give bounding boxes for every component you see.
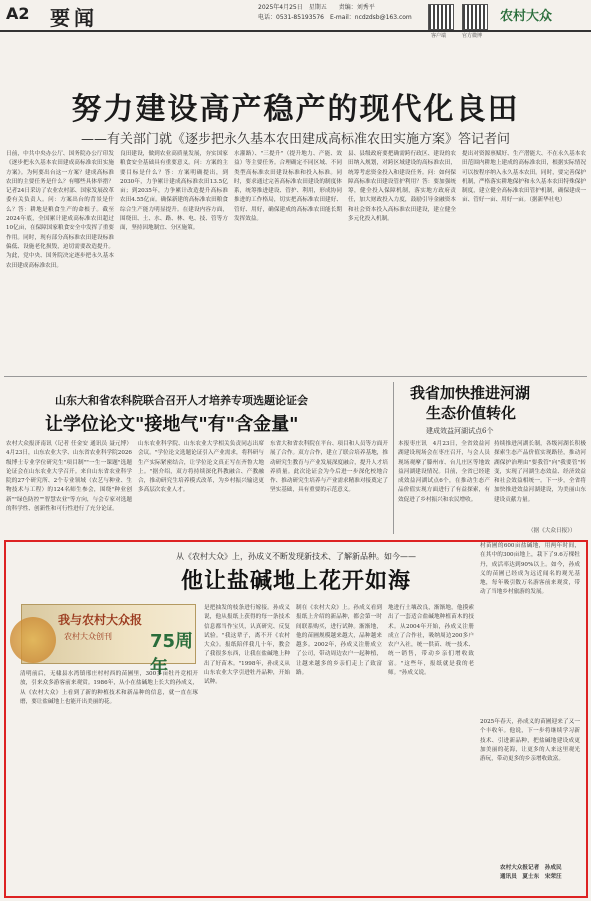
story2-column-2: 山东农业科学院、山东农业大学相关负责同志出席会议。"学位论文选题论证引入产业需求，将科研与生产实际紧密结合，让学位论文真正写在齐鲁大地上。"据介绍，双方将持续深化科教融合、产教融合，推动研究生培养模式改革，为乡村振兴输送更多高层次农业人才。 [138,441,264,494]
page-meta [258,3,412,23]
story2-headline: 让学位论文"接地气"有"含金量" [45,414,299,435]
feature-column-5: 村苗圃的600亩盐碱地，用两年时间，在其中的300亩地上，栽下了9.6万棵牡丹，成活率达到90%以上。如今，孙成义的苗圃已经成为远近闻名的观光基地，每年吸引数万名游客前来观赏，带动了当地乡村旅游的发展。 [480,543,580,596]
feature-kicker: 从《农村大众》上，孙成义不断发现新技术、了解新品种。如今—— [176,552,416,561]
banner-years: 75周年 [150,631,194,678]
banner-text: 我与农村大众报 [58,613,143,627]
lead-column-1: 日前，中共中央办公厅、国务院办公厅印发《逐步把永久基本农田建成高标准农田实施方案》。为何要出台这一方案？建成高标准农田的主要任务是什么？有哪些具体举措？记者24日采访了农业农村部、国家发展改革委有关负责人。问：方案出台的背景是什么？答：耕地是粮食生产的命根子。截至2024年底，全国累计建成高标准农田超过10亿亩，在保障国家粮食安全中发挥了重要作用。同时，现有部分高标准农田建设标准偏低、设施老化损毁，迫切需要改造提升。为此，党中央、国务院决定逐步把永久基本农田建成高标准农田。 [6,151,114,269]
story3-column-2: 持续推进河湖长制，各级河湖长积极探索生态产品价值实现路径，推动河湖保护治理由"要我管"向"我要管"转变，实现了河湖生态效益、经济效益和社会效益相统一。下一步，全省将加快推进效益河湖建设，为美丽山东建设贡献力量。 [494,441,586,503]
lead-column-2: 良田建设，做到农业高质量发展，夯实国家粮食安全基础具有重要意义。问：方案的主要目标是什么？答：方案明确提出，到2030年，力争累计建成高标准农田13.5亿亩；到2035年，力争累计改造提升高标准农田4.55亿亩。确保新建的高标准农田粮食综合生产能力明显提升。在建设内容方面，围绕田、土、水、路、林、电、技、管等方面，坚持因地制宜、分区施策。 [120,151,228,232]
lead-column-3: 水灌路）、"三提升"（提升地力、产能、效益）等主要任务。合理确定不同区域、不同类型高标准农田建设标准和投入标准。同时，要求通过完善高标准农田建设的制度体系，统筹推进建设、管护、利用，形成协同推进的工作格局，切实把高标准农田建好、管好、用好，确保建成的高标准农田能长期发挥效益。 [234,151,342,223]
lead-subheadline: ——有关部门就《逐步把永久基本农田建成高标准农田实施方案》答记者问 [80,132,510,147]
anniversary-banner [21,604,196,678]
story3-headline-line2: 生态价值转化 [426,404,517,422]
meta-date-editor: 2025年4月25日 星期五 责编：刘秀平 [258,4,375,11]
page-number: A2 [6,4,30,23]
qr-code-icon [462,4,488,30]
feature-byline: 农村大众报记者 孙成民 通讯员 夏士东 宋荣汪 [500,865,562,880]
story2-column-3: 东省大和省农科院在平台、项目和人员等方面开展了合作。双方合作，建立了联合培养基地，推动研究生教育与产业发展深度融合，提升人才培养质量。此次论证会为今后进一步深化校地合作、推动研究生培养与产业需求精准对接奠定了坚实基础，具有重要的示范意义。 [270,441,388,494]
paper-logo: 农村大众 [500,9,553,24]
lead-column-5: 提出对资源禀赋好、生产潜能大、不在永久基本农田范围内耕地上建成的高标准农田，根据实际情况可以按程序纳入永久基本农田。同时，要完善保护机制，严格落实耕地保护和永久基本农田特殊保护制度，建立健全高标准农田管护机制，确保建成一亩、管好一亩、用好一亩。（据新华社电） [462,151,586,204]
feature-box [4,540,588,898]
feature-column-3: 制在《农村大众》上。孙成义看到报纸上介绍的新品种，都会第一时间联系购买，进行试种。渐渐地，他的苗圃规模越来越大，品种越来越多。2002年，孙成义注册成立了公司，带动周边农户一起种植，让越来越多的乡亲们走上了致富路。 [296,605,382,677]
header-rule [0,30,591,32]
story3-column-1: 本报枣庄讯 4月23日，全省效益河湖建设现场会在枣庄召开，与会人员现场观摩了滕州市、台儿庄区等地效益河湖建设情况。目前，全省已经建成效益河湖试点6个，在推动生态产品价值实现方面进行了有益探索，有效促进了乡村振兴和农民增收。 [398,441,490,503]
feature-headline: 他让盐碱地上花开如海 [180,569,411,594]
lead-headline: 努力建设高产稳产的现代化良田 [71,92,520,127]
sun-emblem-icon [10,617,56,663]
feature-column-6: 2025年春天，孙成义的苗圃迎来了又一个丰收年。他说，下一步将继续学习新技术、引进新品种，把盐碱地建设成更加美丽的花海，让更多的人来这里观光游玩，带动更多的乡亲增收致富。 [480,719,580,763]
column-divider [393,382,394,534]
lead-column-4: 县、县级政府要把确需跨行政区、建设的农田纳入规划，对跨区域建设的高标准农田，统筹考虑资金投入和建设任务。问：如何保障高标准农田建设管护利用？答：要加强统筹，健全投入保障机制，落实地方政府责任，加大财政投入力度，鼓励引导金融资本和社会资本投入高标准农田建设，建立健全多元化投入机制。 [348,151,456,223]
masthead [0,0,591,66]
story2-column-1: 农村大众报济南讯（记者 任金安 通讯员 聂元博）4月23日，山东农业大学、山东省农业科学院2026级博士专业学位研究生"项目制""一生一课题"选题论证会在山东农业大学召开。来自山东省农业科学院的27个研究所、2个专业领域（农艺与种业、生物技术与工程）的124名师生参会，围绕"种业创新""绿色防控""智慧农业"等方向，与会专家对选题的科学性、创新性和可行性进行了充分论证。 [6,441,132,513]
story2-kicker: 山东大和省农科院联合召开人才培养专项选题论证会 [55,394,308,407]
feature-column-2: 是把抽发的枝条进行嫁接。孙成义说，他从报纸上获得的每一条技术信息都当作宝贝，认真研究、反复试验。"我这辈子，离不开《农村大众》。报纸陪伴我几十年，教会了我很多东西，让我在盐碱地上种出了好苗木。"1998年，孙成义从山东农业大学引进牡丹品种，开始试种。 [204,605,290,686]
section-name: 要闻 [50,6,98,30]
story3-headline-line1: 我省加快推进河湖 [410,384,531,402]
section-divider [4,376,587,377]
meta-contact: 电话：0531-85193576 E-mail：ncdzdsb@163.com [258,14,412,21]
feature-column-4: 地进行土壤改良，渐渐地，他摸索出了一套适合盐碱地种植苗木的技术。从2004年开始，孙成义注册成立了合作社，吸纳周边200多户农户入社，统一供苗、统一技术、统一销售，带动乡亲们增收致富。"这些年，报纸就是我的老师。"孙成义说。 [388,605,474,677]
banner-subtext: 农村大众创刊 [64,632,112,641]
qr-code-icon [428,4,454,30]
story3-credit: （据《大众日报》） [528,528,576,534]
story3-subheadline: 建成效益河湖试点6个 [426,427,494,435]
qr-label-app: 客户端 [431,33,447,39]
feature-column-1: 清明前后，无棣县水湾镇邢庄村村西的苗圃里，300多亩牡丹竞相开放，引来众多游客前来观赏。1986年，从小在盐碱地上长大的孙成义，从《农村大众》上看到了新的种植技术和新品种的信息，就一直在琢磨，要让盐碱地上也能开出美丽的花。 [20,671,198,705]
qr-label-weibo: 官方微博 [462,33,483,39]
